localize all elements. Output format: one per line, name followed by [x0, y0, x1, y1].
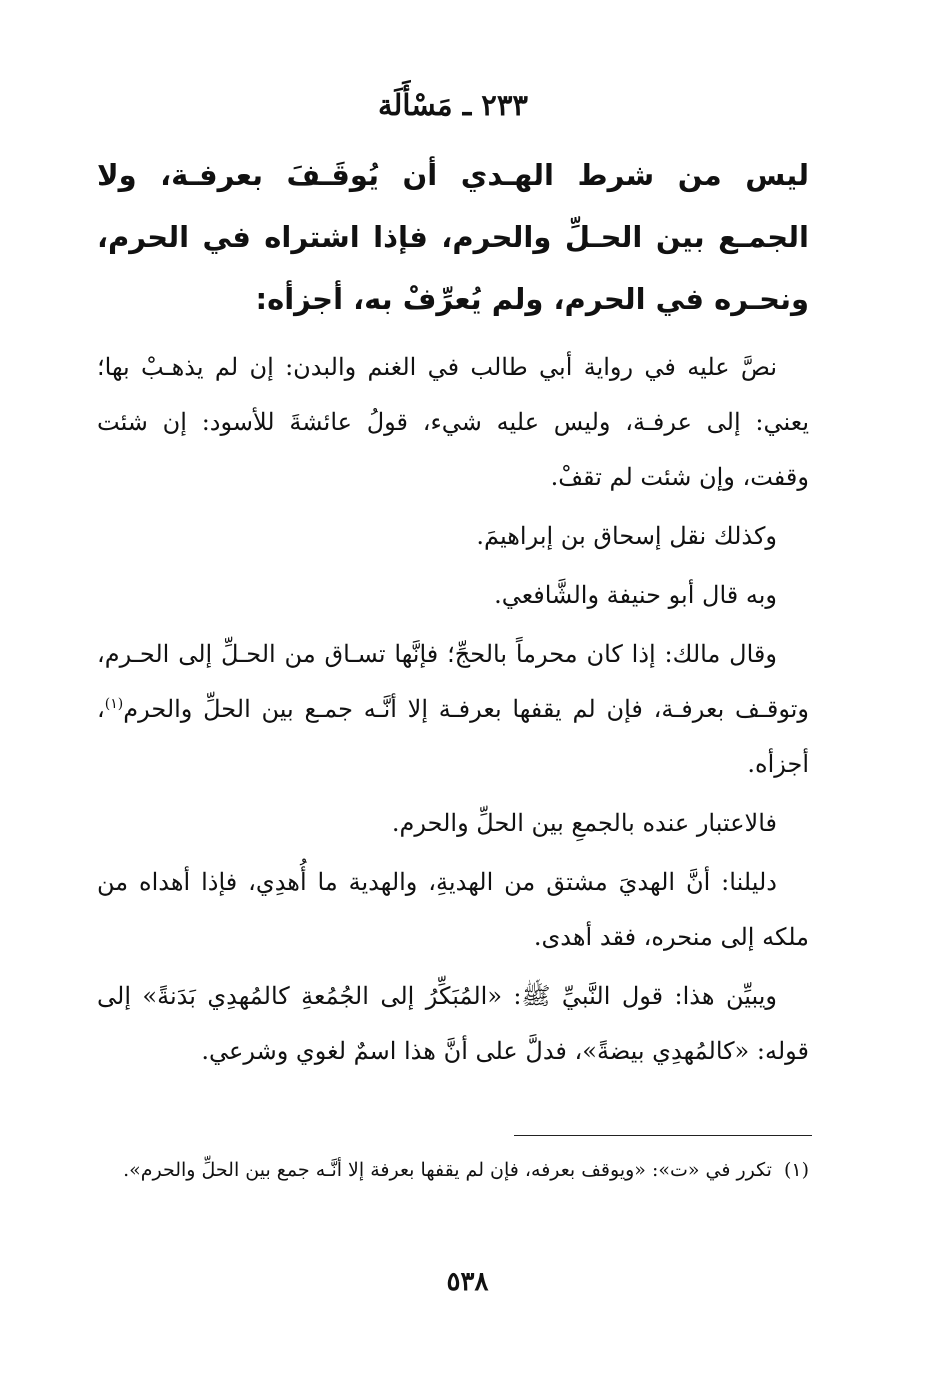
page-body — [97, 80, 809, 1083]
footnotes — [97, 1148, 809, 1192]
footnote-divider — [514, 1135, 812, 1136]
page-number: ٥٣٨ — [446, 1267, 489, 1297]
malik-text: وقال مالك: إذا كان محرماً بالحجِّ؛ فإنَّها تسـاق من الحـلِّ إلى الحـرم، وتوقـف بعرفـة، فإن لم يقفها بعرفـة إلا أنَّـه جمـع بين الحلِّ والحرم — [97, 640, 809, 723]
paragraph-evidence: دليلنا: أنَّ الهديَ مشتق من الهديةِ، والهدية ما أُهدِي، فإذا أهداه من ملكه إلى منحره، فقد أهدى. — [97, 868, 809, 951]
paragraph-narration: نصَّ عليه في رواية أبي طالب في الغنم والبدن: إن لم يذهـبْ بها؛ يعني: إلى عرفـة، وليس عليه شيء، قولُ عائشةَ للأسود: إن شئت وقفت، وإن شئت لم تقفْ. — [97, 353, 809, 491]
footnote-text: تكرر في «ت»: «ويوقف بعرفه، فإن لم يقفها بعرفة إلا أنَّـه جمع بين الحلِّ والحرم». — [123, 1159, 772, 1181]
footnote-number: (١) — [783, 1159, 809, 1181]
footnote-reference[interactable]: (١) — [104, 696, 124, 712]
paragraph-malik — [97, 627, 809, 792]
paragraph-consideration: فالاعتبار عنده بالجمعِ بين الحلِّ والحرم. — [391, 809, 777, 837]
issue-question: ليس من شرط الهـدي أن يُوقَـفَ بعرفـة، ولا الجمـع بين الحـلِّ والحرم، فإذا اشتراه في الحرم، ونحـره في الحرم، ولم يُعرِّفْ به، أجزأه: — [97, 158, 809, 316]
paragraph-hadith: ويبيِّن هذا: قول النَّبيِّ ﷺ: «المُبَكِّرُ إلى الجُمُعةِ كالمُهدِي بَدَنةً» إلى قوله: «كالمُهدِي بيضةً»، فدلَّ على أنَّ هذا اسمٌ لغوي وشرعي. — [97, 982, 809, 1065]
paragraph-ishaq: وكذلك نقل إسحاق بن إبراهيمَ. — [476, 522, 777, 550]
paragraph-abu-hanifa: وبه قال أبو حنيفة والشَّافعي. — [494, 581, 777, 609]
malik-text-end: ، أجزأه. — [97, 695, 809, 778]
issue-heading: ٢٣٣ ـ مَسْأَلَة — [377, 88, 529, 122]
